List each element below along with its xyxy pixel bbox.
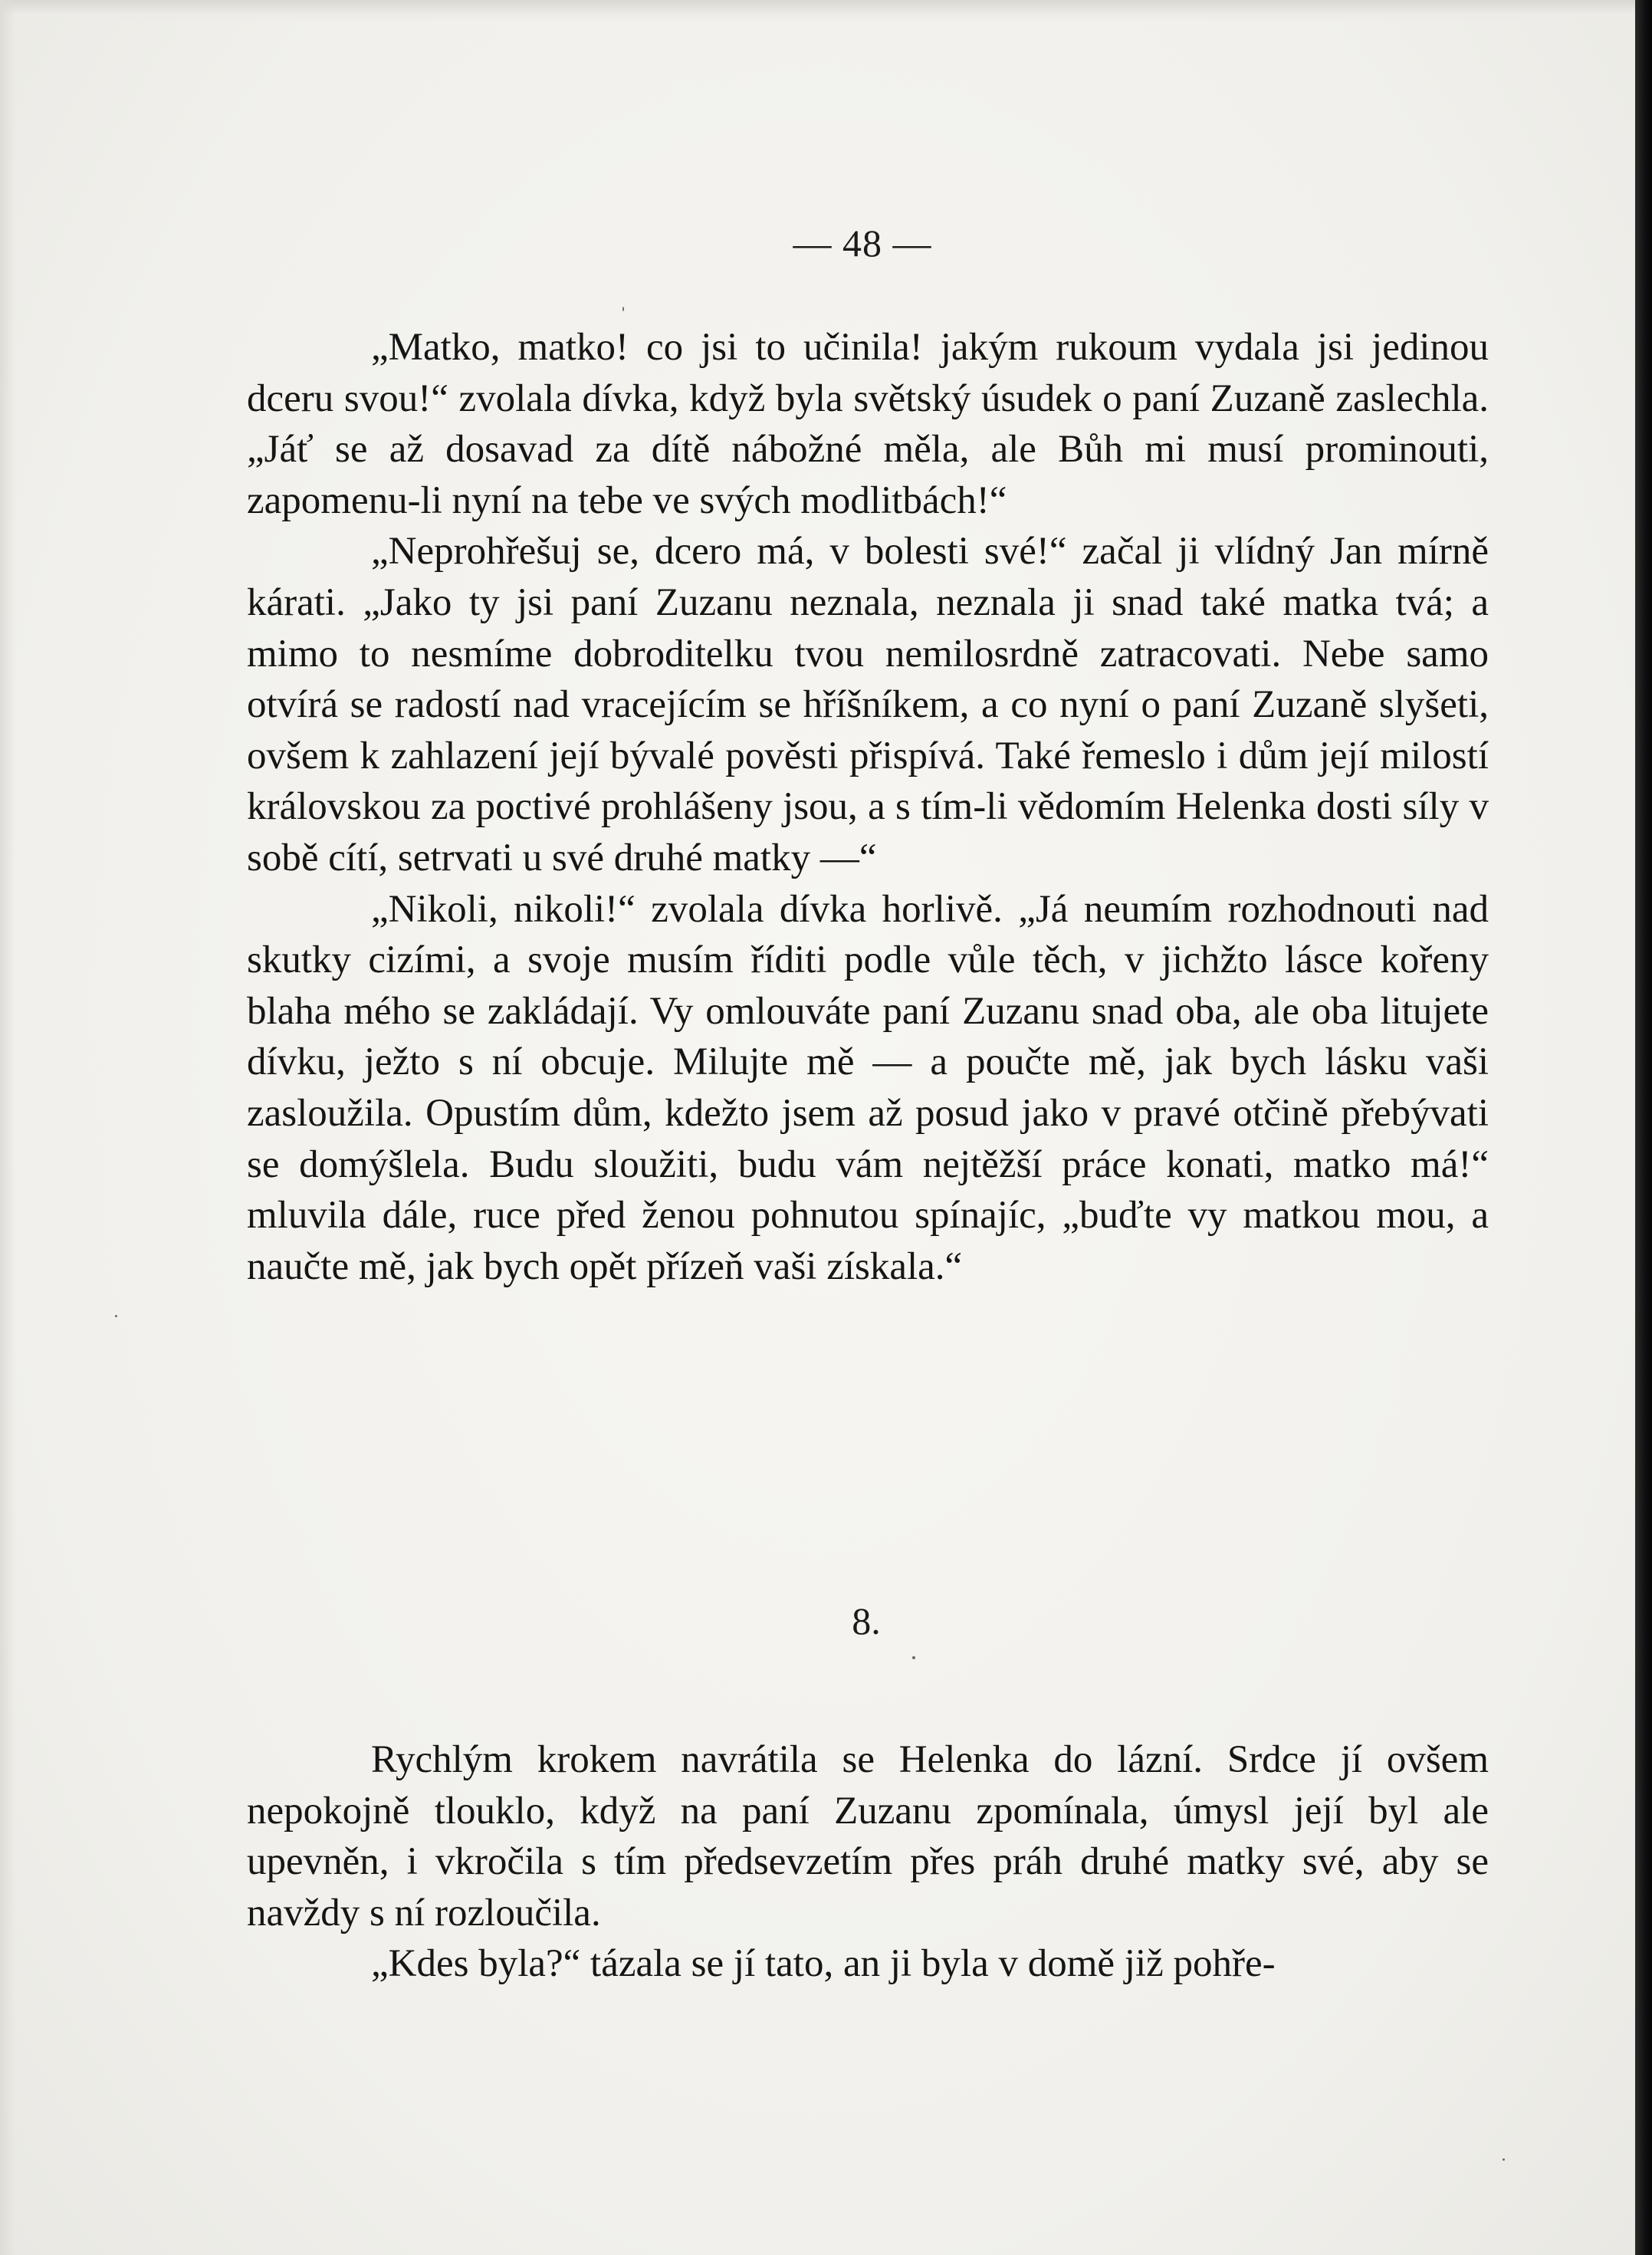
page-number: — 48 — [793,222,932,265]
paragraph: „Nikoli, nikoli!“ zvolala dívka horlivě. „Já neumím rozhodnouti nad skutky cizími, a svoje musím říditi podle vůle těch, v jichžto lásce kořeny blaha mého se zakládají. Vy omlouváte paní Zuzanu snad oba, ale oba litujete dívku, ježto s ní obcuje. Milujte mě — a poučte mě, jak bych lásku vaši zasloužila. Opustím dům, kdežto jsem až posud jako v pravé otčině přebývati se domýšlela. Budu sloužiti, budu vám nejtěžší práce konati, matko má!“ mluvila dále, ruce před ženou pohnutou spínajíc, „buďte vy matkou mou, a naučte mě, jak bych opět přízeň vaši získala.“ [247,887,1489,1288]
text-section-a [247,322,1489,1292]
paragraph: „Kdes byla?“ tázala se jí tato, an ji byla v domě již pohře- [371,1942,1276,1986]
paper-speck [622,307,624,311]
text-section-b [247,1734,1489,1990]
book-binding-edge [1635,0,1652,2255]
paragraph: „Matko, matko! co jsi to učinila! jakým rukoum vydala jsi jedinou dceru svou!“ zvolala dívka, když byla světský úsudek o paní Zuzaně zaslechla. „Jáť se až dosavad za dítě nábožné měla, ale Bůh mi musí prominouti, zapomenu-li nyní na tebe ve svých modlitbách!“ [247,326,1489,522]
page-left-shadow [0,0,15,2255]
paper-speck [1503,2158,1505,2161]
page-top-shadow [0,0,1641,23]
paragraph: „Neprohřešuj se, dcero má, v bolesti své!“ začal ji vlídný Jan mírně kárati. „Jako ty jsi paní Zuzanu neznala, neznala ji snad také matka tvá; a mimo to nesmíme dobroditelku tvou nemilosrdně zatracovati. Nebe samo otvírá se radostí nad vracejícím se hříšníkem, a co nyní o paní Zuzaně slyšeti, ovšem k zahlazení její bývalé pověsti přispívá. Také řemeslo i dům její milostí královskou za poctivé prohlášeny jsou, a s tím-li vědomím Helenka dosti síly v sobě cítí, setrvati u své druhé matky —“ [247,530,1489,879]
chapter-number: 8. [852,1599,881,1642]
paragraph: Rychlým krokem navrátila se Helenka do lázní. Srdce jí ovšem nepokojně tlouklo, když na paní Zuzanu zpomínala, úmysl její byl ale upevněn, i vkročila s tím předsevzetím přes práh druhé matky své, aby se navždy s ní rozloučila. [247,1738,1489,1935]
paper-speck [115,1315,117,1317]
paper-speck [912,1656,915,1659]
